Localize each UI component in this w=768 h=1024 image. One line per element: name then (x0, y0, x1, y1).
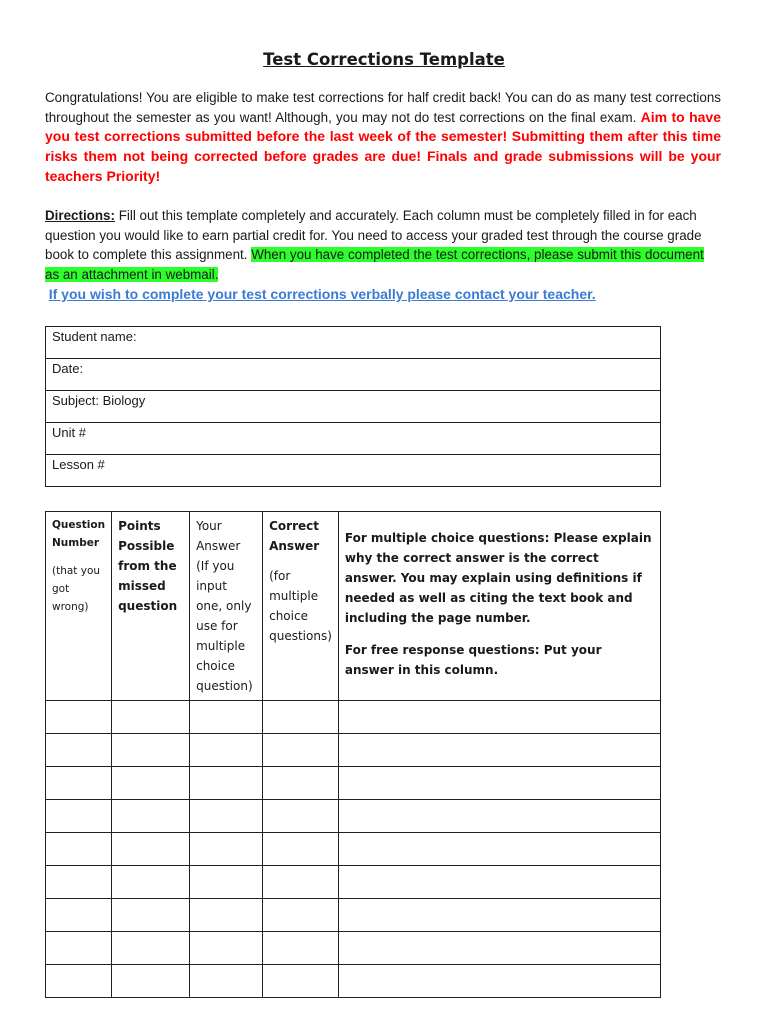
table-row (46, 932, 661, 965)
answer-cell[interactable] (338, 899, 660, 932)
answer-cell[interactable] (263, 899, 339, 932)
col-question-number-sub: (that you got wrong) (52, 565, 101, 613)
col-explanation (338, 512, 660, 701)
intro-text: Congratulations! You are eligible to make test corrections for half credit back! You can do as many test corrections throughout the semester as you want! Although, you may not do test corrections on the final exam. (45, 90, 721, 125)
answer-cell[interactable] (338, 932, 660, 965)
table-row (46, 833, 661, 866)
submission-instructions: When you have completed the test corrections, please submit this document as an attachment in webmail. (45, 247, 704, 283)
answer-cell[interactable] (190, 965, 263, 998)
lesson-field[interactable]: Lesson # (46, 455, 661, 487)
table-row (46, 866, 661, 899)
answer-cell[interactable] (46, 767, 112, 800)
answer-cell[interactable] (338, 734, 660, 767)
table-row (46, 701, 661, 734)
answer-cell[interactable] (190, 833, 263, 866)
answer-cell[interactable] (46, 899, 112, 932)
answer-cell[interactable] (190, 767, 263, 800)
table-row (46, 965, 661, 998)
answer-cell[interactable] (263, 833, 339, 866)
answer-cell[interactable] (190, 866, 263, 899)
answer-cell[interactable] (263, 965, 339, 998)
unit-field[interactable]: Unit # (46, 423, 661, 455)
answer-cell[interactable] (190, 899, 263, 932)
answer-cell[interactable] (112, 767, 190, 800)
answer-cell[interactable] (263, 932, 339, 965)
intro-paragraph (45, 88, 721, 187)
answer-cell[interactable] (190, 932, 263, 965)
col-your-answer-label: Your Answer (If you input one, only use for multiple choice question) (196, 519, 253, 693)
answer-cell[interactable] (190, 701, 263, 734)
answer-cell[interactable] (263, 701, 339, 734)
answer-cell[interactable] (112, 734, 190, 767)
answer-cell[interactable] (46, 866, 112, 899)
answer-cell[interactable] (112, 833, 190, 866)
answer-cell[interactable] (338, 833, 660, 866)
table-row (46, 800, 661, 833)
answer-cell[interactable] (338, 701, 660, 734)
directions-heading: Directions: (45, 208, 115, 223)
answer-cell[interactable] (338, 965, 660, 998)
col-correct-answer-sub: (for multiple choice questions) (269, 569, 332, 643)
answer-cell[interactable] (263, 866, 339, 899)
answer-cell[interactable] (338, 767, 660, 800)
answer-cell[interactable] (190, 800, 263, 833)
col-question-number-label: Question Number (52, 519, 106, 549)
table-row (46, 899, 661, 932)
corrections-table (45, 511, 661, 998)
col-question-number (46, 512, 112, 701)
fr-label: For free response questions: (344, 643, 540, 657)
answer-cell[interactable] (112, 800, 190, 833)
col-your-answer (190, 512, 263, 701)
answer-cell[interactable] (46, 965, 112, 998)
verbal-contact-link[interactable]: If you wish to complete your test corrections verbally please contact your teacher. (48, 285, 596, 302)
col-points-possible (112, 512, 190, 701)
page-title: Test Corrections Template (263, 50, 505, 69)
directions-paragraph (45, 206, 721, 305)
student-name-field[interactable]: Student name: (46, 327, 661, 359)
table-row (46, 734, 661, 767)
corrections-body (46, 701, 661, 998)
col-correct-answer (263, 512, 339, 701)
subject-field[interactable]: Subject: Biology (46, 391, 661, 423)
answer-cell[interactable] (46, 833, 112, 866)
answer-cell[interactable] (263, 800, 339, 833)
date-field[interactable]: Date: (46, 359, 661, 391)
answer-cell[interactable] (338, 866, 660, 899)
answer-cell[interactable] (112, 701, 190, 734)
col-correct-answer-label: Correct Answer (269, 519, 320, 553)
answer-cell[interactable] (46, 800, 112, 833)
answer-cell[interactable] (46, 932, 112, 965)
intro-emphasis: Aim to have you test corrections submitted before the last week of the semester! Submitting them after this time risks them not being corrected before grades are due! Finals and grade submissions will be your teachers Priority! (45, 108, 722, 184)
answer-cell[interactable] (112, 866, 190, 899)
answer-cell[interactable] (46, 701, 112, 734)
answer-cell[interactable] (263, 767, 339, 800)
mc-text: Please explain why the correct answer is the correct answer. You may explain using definitions if needed as well as citing the text book and including the page number. (344, 531, 652, 625)
answer-cell[interactable] (46, 734, 112, 767)
answer-cell[interactable] (112, 965, 190, 998)
answer-cell[interactable] (263, 734, 339, 767)
fr-text: Put your answer in this column. (344, 643, 602, 677)
answer-cell[interactable] (112, 899, 190, 932)
answer-cell[interactable] (338, 800, 660, 833)
answer-cell[interactable] (190, 734, 263, 767)
corrections-header-row (46, 512, 661, 701)
answer-cell[interactable] (112, 932, 190, 965)
directions-text: Fill out this template completely and accurately. Each column must be completely filled in for each question you would like to earn partial credit for. You need to access your graded test through the course grade book to complete this assignment. (45, 208, 702, 263)
mc-label: For multiple choice questions: (344, 531, 550, 545)
table-row (46, 767, 661, 800)
student-info-table (45, 326, 661, 487)
col-points-possible-label: Points Possible from the missed question (118, 519, 178, 613)
